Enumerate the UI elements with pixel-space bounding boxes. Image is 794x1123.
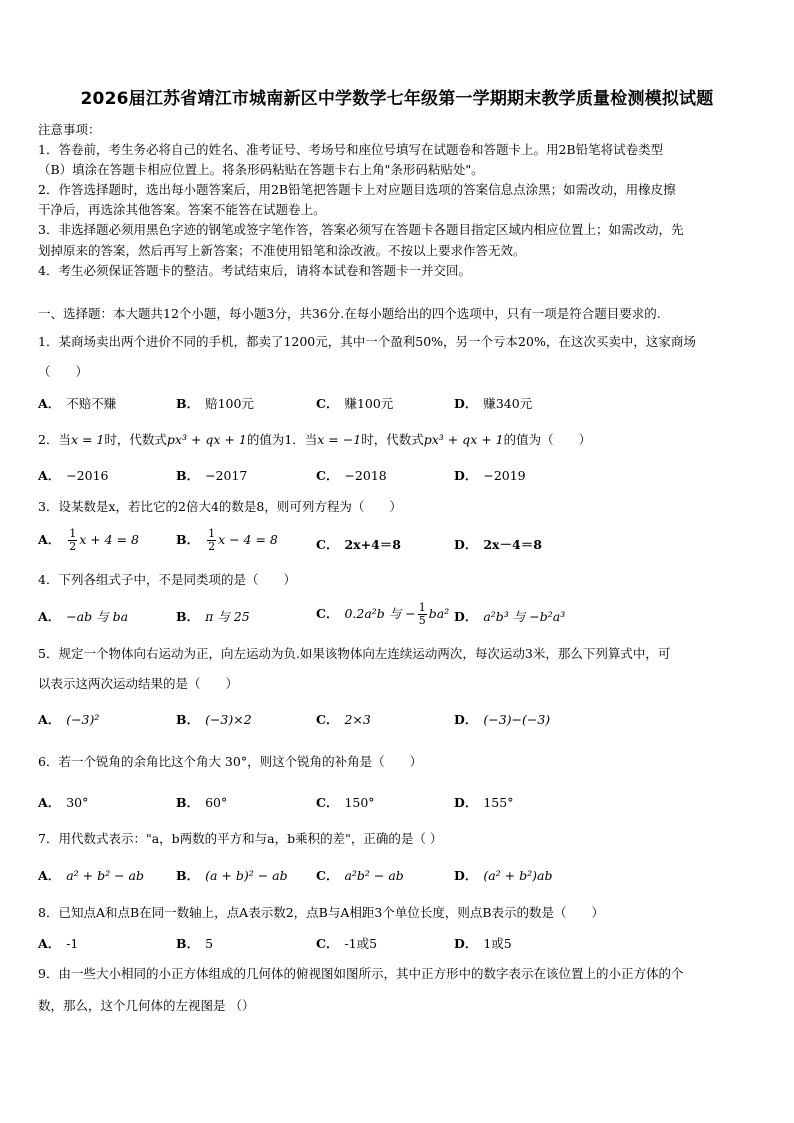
q6-option-d: D． 155° (454, 795, 514, 810)
question-8-stem: 8．已知点A和点B在同一数轴上，点A表示数2，点B与A相距3个单位长度，则点B表示的数是（ ） (38, 905, 604, 920)
notice-line: 3．非选择题必须用黑色字迹的钢笔或签字笔作答，答案必须写在答题卡各题目指定区域内相应位置上；如需改动，先 (38, 222, 684, 237)
q5-option-b: B． (−3)×2 (176, 712, 252, 727)
notice-line: 2．作答选择题时，选出每小题答案后，用2B铅笔把答题卡上对应题目选项的答案信息点涂黑；如需改动，用橡皮擦 (38, 182, 676, 197)
page-title: 2026届江苏省靖江市城南新区中学数学七年级第一学期期末教学质量检测模拟试题 (80, 89, 714, 109)
fraction: $\frac{1}{2}$ (69, 527, 77, 553)
notice-line: 划掉原来的答案，然后再写上新答案；不准使用铅笔和涂改液。不按以上要求作答无效。 (38, 243, 526, 258)
notice-line: 4．考生必须保证答题卡的整洁。考试结束后，请将本试卷和答题卡一并交回。 (38, 263, 471, 278)
question-5-stem: 5．规定一个物体向右运动为正，向左运动为负.如果该物体向左连续运动两次，每次运动3米，那么下列算式中，可 (38, 646, 671, 661)
section-heading: 一、选择题：本大题共12个小题，每小题3分，共36分.在每小题给出的四个选项中，只有一项是符合题目要求的. (38, 306, 661, 321)
q4-option-c: C． 0.2a²b 与 − $\frac{1}{5}$ ba² (316, 601, 450, 627)
q2-option-d: D． −2019 (454, 468, 526, 483)
question-2-stem: 2．当x = 1时，代数式px³ + qx + 1的值为1．当x = −1时，代数式px³ + qx + 1的值为（ ） (38, 432, 592, 447)
q8-option-a: A． -1 (38, 936, 79, 951)
fraction: $\frac{1}{2}$ (208, 527, 216, 553)
q3-option-b: B． $\frac{1}{2}$ x − 4 = 8 (176, 527, 278, 553)
question-9-stem: 9．由一些大小相同的小正方体组成的几何体的俯视图如图所示，其中正方形中的数字表示在该位置上的小正方体的个 (38, 966, 684, 981)
question-1-blank: （ ） (38, 364, 89, 379)
question-5-stem-cont: 以表示这两次运动结果的是（ ） (38, 676, 239, 691)
notice-line: 1．答卷前，考生务必将自己的姓名、准考证号、考场号和座位号填写在试题卷和答题卡上。用2B铅笔将试卷类型 (38, 142, 664, 157)
q1-option-b: B． 赔100元 (176, 396, 254, 411)
question-6-stem: 6．若一个锐角的余角比这个角大 30°，则这个锐角的补角是（ ） (38, 754, 423, 769)
q8-option-c: C． -1或5 (316, 936, 378, 951)
q3-option-c: C． 2x+4＝8 (316, 537, 401, 552)
q8-option-b: B． 5 (176, 936, 214, 951)
fraction: $\frac{1}{5}$ (418, 601, 426, 627)
q5-option-a: A． (−3)² (38, 712, 100, 727)
q7-option-b: B． (a + b)² − ab (176, 868, 288, 883)
q3-option-d: D． 2x－4＝8 (454, 537, 542, 552)
question-3-stem: 3．设某数是x，若比它的2倍大4的数是8，则可列方程为（ ） (38, 499, 402, 514)
q4-option-a: A． −ab 与 ba (38, 609, 129, 624)
q1-option-c: C． 赚100元 (316, 396, 394, 411)
question-1-stem: 1．某商场卖出两个进价不同的手机，都卖了1200元，其中一个盈利50%，另一个亏本20%，在这次买卖中，这家商场 (38, 334, 696, 349)
q7-option-c: C． a²b² − ab (316, 868, 404, 883)
q6-option-b: B． 60° (176, 795, 228, 810)
notice-heading: 注意事项： (38, 122, 101, 137)
q2-option-b: B． −2017 (176, 468, 248, 483)
question-4-stem: 4．下列各组式子中，不是同类项的是（ ） (38, 572, 296, 587)
q2-option-c: C． −2018 (316, 468, 387, 483)
q4-option-d: D． a²b³ 与 −b²a³ (454, 609, 566, 624)
q1-option-d: D． 赚340元 (454, 396, 533, 411)
q7-option-d: D． (a² + b²)ab (454, 868, 553, 883)
question-7-stem: 7．用代数式表示："a，b两数的平方和与a，b乘积的差"，正确的是（ ） (38, 831, 443, 846)
q5-option-c: C． 2×3 (316, 712, 371, 727)
notice-line: 干净后，再选涂其他答案。答案不能答在试题卷上。 (38, 202, 326, 217)
q4-option-b: B． π 与 25 (176, 609, 250, 624)
q6-option-c: C． 150° (316, 795, 375, 810)
q2-option-a: A． −2016 (38, 468, 109, 483)
question-9-stem-cont: 数，那么，这个几何体的左视图是 （） (38, 998, 255, 1013)
q3-option-a: A． $\frac{1}{2}$ x + 4 = 8 (38, 527, 139, 553)
q7-option-a: A． a² + b² − ab (38, 868, 144, 883)
q5-option-d: D． (−3)−(−3) (454, 712, 551, 727)
q6-option-a: A． 30° (38, 795, 89, 810)
q1-option-a: A． 不赔不赚 (38, 396, 117, 411)
notice-line: （B）填涂在答题卡相应位置上。将条形码粘贴在答题卡右上角"条形码粘贴处"。 (38, 162, 484, 177)
q8-option-d: D． 1或5 (454, 936, 512, 951)
